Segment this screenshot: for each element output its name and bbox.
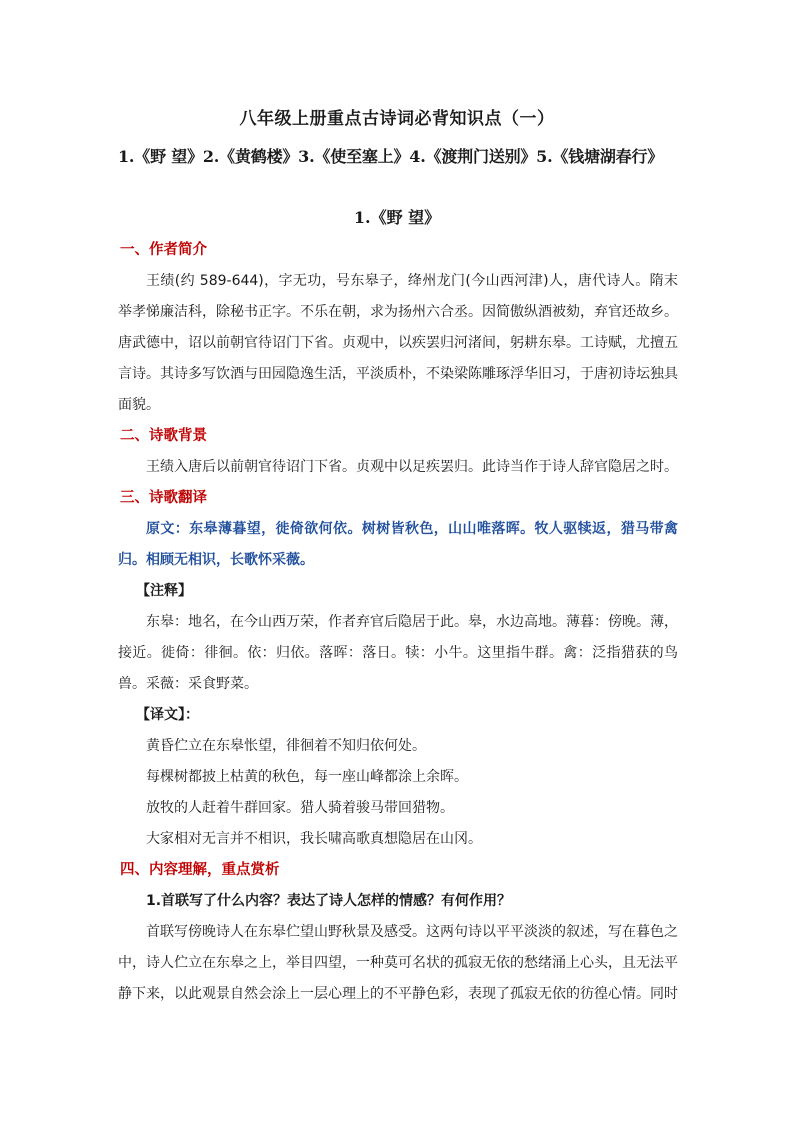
document-title: 八年级上册重点古诗词必背知识点（一） — [239, 109, 555, 129]
section-heading-translation: 三、诗歌翻译 — [120, 490, 207, 506]
original-poem-text: 原文：东皋薄暮望，徙倚欲何依。树树皆秋色，山山唯落晖。牧人驱犊返，猎马带禽归。相顾无相识，长歌怀采薇。 — [118, 521, 678, 568]
section-heading-author: 一、作者简介 — [120, 242, 207, 258]
analysis-answer: 首联写傍晚诗人在东皋伫望山野秋景及感受。这两句诗以平平淡淡的叙述，写在暮色之中，诗人伫立在东皋之上，举目四望，一种莫可名状的孤寂无依的愁绪涌上心头，且无法平静下来，以此观景自然会涂上一层心理上的不平静色彩，表现了孤寂无依的彷徨心情。同时 — [118, 924, 678, 1002]
notes-paragraph: 东皋：地名，在今山西万荣，作者弃官后隐居于此。皋，水边高地。薄暮：傍晚。薄，接近。徙倚：徘徊。依：归依。落晖：落日。犊：小牛。这里指牛群。禽：泛指猎获的鸟兽。采薇：采食野菜。 — [118, 614, 678, 692]
table-of-contents: 1.《野 望》2.《黄鹤楼》3.《使至塞上》4.《渡荆门送别》5.《钱塘湖春行》 — [118, 147, 664, 166]
section-heading-background: 二、诗歌背景 — [120, 428, 207, 444]
notes-label: 【注释】 — [136, 583, 192, 599]
translation-line: 黄昏伫立在东皋怅望，徘徊着不知归依何处。 — [146, 738, 426, 754]
translation-line: 放牧的人赶着牛群回家。猎人骑着骏马带回猎物。 — [146, 800, 454, 816]
background-paragraph: 王绩入唐后以前朝官待诏门下省。贞观中以足疾罢归。此诗当作于诗人辞官隐居之时。 — [146, 459, 678, 475]
translation-line: 每棵树都披上枯黄的秋色，每一座山峰都涂上余晖。 — [146, 769, 468, 785]
section-heading-analysis: 四、内容理解，重点赏析 — [120, 862, 280, 878]
translation-label: 【译文】： — [136, 707, 199, 723]
poem-title: 1.《野 望》 — [353, 208, 441, 227]
document-body — [118, 235, 678, 1010]
analysis-question: 1.首联写了什么内容？表达了诗人怎样的情感？有何作用？ — [146, 893, 512, 909]
translation-line: 大家相对无言并不相识，我长啸高歌真想隐居在山冈。 — [146, 831, 482, 847]
author-intro-paragraph: 王绩(约 589-644)，字无功，号东皋子，绛州龙门(今山西河津)人，唐代诗人。隋末举孝悌廉洁科，除秘书正字。不乐在朝，求为扬州六合丞。因简傲纵酒被劾，弃官还故乡。唐武德中，诏以前朝官待诏门下省。贞观中，以疾罢归河渚间，躬耕东皋。工诗赋，尤擅五言诗。其诗多写饮酒与田园隐逸生活，平淡质朴，不染梁陈雕琢浮华旧习，于唐初诗坛独具面貌。 — [118, 273, 678, 413]
